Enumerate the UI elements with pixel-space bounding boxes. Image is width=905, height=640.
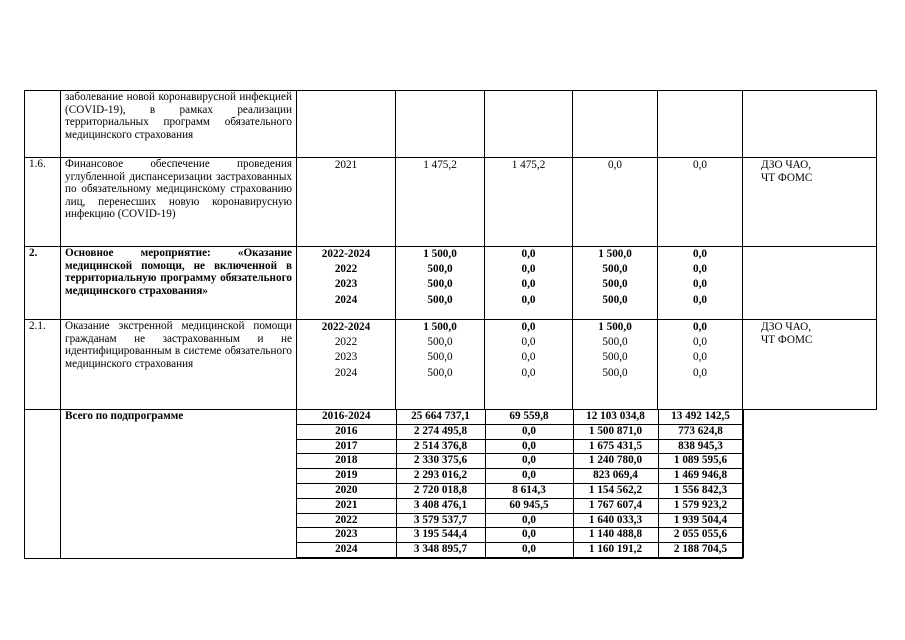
- federal-budget-cell: [485, 320, 573, 410]
- total-year-row: [297, 424, 743, 439]
- amount-ofoms: 1 469 946,8: [658, 469, 743, 484]
- ofoms-budget-cell: [658, 247, 743, 320]
- amount-federal: 0,0: [485, 469, 573, 484]
- amount-total: 500,0: [427, 263, 453, 276]
- year: 2023: [297, 528, 396, 543]
- executor-cell: [743, 320, 877, 410]
- year: 2022-2024: [321, 321, 371, 333]
- executor-cell: [743, 91, 877, 158]
- amount-okrug: 0,0: [608, 159, 622, 171]
- year: 2022: [297, 513, 396, 528]
- years-cell: [297, 158, 396, 247]
- year: 2021: [334, 159, 358, 171]
- year: 2021: [297, 498, 396, 513]
- total-year-row: [297, 469, 743, 484]
- amount-ofoms: 0,0: [693, 278, 707, 291]
- ofoms-budget-cell: [658, 91, 743, 158]
- total-values: [297, 410, 743, 559]
- amount-federal: 0,0: [521, 351, 536, 364]
- amount-ofoms: 2 055 055,6: [658, 528, 743, 543]
- amount-total: 2 514 376,8: [396, 439, 485, 454]
- amount-ofoms: 0,0: [693, 293, 707, 306]
- year: 2022: [334, 336, 358, 349]
- amount-federal: 0,0: [485, 439, 573, 454]
- amount-federal: 69 559,8: [485, 410, 573, 424]
- amount-total: 25 664 737,1: [396, 410, 485, 424]
- amount-federal: 0,0: [485, 528, 573, 543]
- total-year-row: [297, 528, 743, 543]
- row-number: [25, 91, 61, 158]
- row-number: 2.1.: [25, 320, 61, 410]
- table-row-total: [25, 410, 877, 559]
- total-cell: [396, 247, 485, 320]
- amount-ofoms: 0,0: [693, 248, 707, 260]
- executor-line: ЧТ ФОМС: [761, 333, 813, 346]
- table-row: [25, 158, 877, 247]
- amount-total: 500,0: [427, 293, 453, 306]
- amount-federal: 0,0: [521, 366, 536, 379]
- ofoms-budget-cell: [658, 158, 743, 247]
- total-cell: [396, 91, 485, 158]
- measure-description: Финансовое обеспечение проведения углубленной диспансеризации застрахованных по обязательному медицинскому страхованию лиц, перенесших новую коронавирусную инфекцию (COVID-19): [61, 158, 297, 247]
- amount-total: 2 274 495,8: [396, 424, 485, 439]
- year: 2024: [334, 366, 358, 379]
- federal-budget-cell: [485, 247, 573, 320]
- okrug-budget-cell: [573, 158, 658, 247]
- amount-ofoms: 1 579 923,2: [658, 498, 743, 513]
- table-row: [25, 91, 877, 158]
- amount-okrug: 1 675 431,5: [573, 439, 658, 454]
- amount-ofoms: 0,0: [693, 351, 707, 364]
- amount-ofoms: 1 939 504,4: [658, 513, 743, 528]
- amount-total: 500,0: [427, 278, 453, 291]
- amount-total: 3 348 895,7: [396, 543, 485, 558]
- amount-total: 1 475,2: [423, 159, 457, 171]
- amount-okrug: 1 240 780,0: [573, 454, 658, 469]
- amount-okrug: 500,0: [602, 293, 628, 306]
- measure-description: Основное мероприятие: «Оказание медицинской помощи, не включенной в территориальную программу обязательного медицинского страхования»: [61, 247, 297, 320]
- amount-federal: 1 475,2: [511, 159, 546, 171]
- amount-okrug: 12 103 034,8: [573, 410, 658, 424]
- okrug-budget-cell: [573, 91, 658, 158]
- measure-description: заболевание новой коронавирусной инфекцией (COVID-19), в рамках реализации территориальных программ обязательного медицинского страхования: [61, 91, 297, 158]
- total-cell: [396, 320, 485, 410]
- year: 2016: [297, 424, 396, 439]
- year: 2017: [297, 439, 396, 454]
- amount-ofoms: 2 188 704,5: [658, 543, 743, 558]
- executor-line: ДЗО ЧАО,: [761, 321, 812, 333]
- year: 2022-2024: [321, 248, 371, 260]
- amount-federal: 0,0: [485, 454, 573, 469]
- amount-ofoms: 0,0: [693, 159, 707, 171]
- table-row: [25, 247, 877, 320]
- total-year-row: [297, 454, 743, 469]
- year: 2022: [334, 263, 358, 276]
- amount-total: 3 408 476,1: [396, 498, 485, 513]
- amount-ofoms: 0,0: [693, 366, 707, 379]
- okrug-budget-cell: [573, 247, 658, 320]
- amount-federal: 60 945,5: [485, 498, 573, 513]
- program-table: [24, 90, 877, 559]
- table-row: [25, 320, 877, 410]
- amount-total: 3 579 537,7: [396, 513, 485, 528]
- amount-okrug: 500,0: [602, 336, 628, 349]
- amount-okrug: 1 767 607,4: [573, 498, 658, 513]
- total-cell: [396, 158, 485, 247]
- executor-cell: [743, 247, 877, 320]
- year: 2023: [334, 278, 358, 291]
- amount-federal: 0,0: [485, 543, 573, 558]
- amount-federal: 8 614,3: [485, 483, 573, 498]
- executor-line: ЧТ ФОМС: [761, 171, 813, 184]
- amount-ofoms: 13 492 142,5: [658, 410, 743, 424]
- total-year-row: [297, 513, 743, 528]
- year: 2020: [297, 483, 396, 498]
- amount-total: 3 195 544,4: [396, 528, 485, 543]
- amount-total: 2 330 375,6: [396, 454, 485, 469]
- amount-total: 2 293 016,2: [396, 469, 485, 484]
- amount-ofoms: 1 089 595,6: [658, 454, 743, 469]
- amount-total: 1 500,0: [423, 321, 457, 333]
- amount-ofoms: 773 624,8: [658, 424, 743, 439]
- amount-ofoms: 838 945,3: [658, 439, 743, 454]
- total-year-row: [297, 439, 743, 454]
- amount-okrug: 1 154 562,2: [573, 483, 658, 498]
- amount-okrug: 1 500 871,0: [573, 424, 658, 439]
- years-cell: [297, 247, 396, 320]
- row-number: [25, 247, 61, 320]
- amount-total: 1 500,0: [423, 248, 457, 260]
- amount-total: 500,0: [427, 351, 453, 364]
- year: 2024: [334, 293, 358, 306]
- amount-ofoms: 0,0: [693, 336, 707, 349]
- amount-federal: 0,0: [521, 263, 536, 276]
- executor-cell: [743, 158, 877, 247]
- amount-federal: 0,0: [521, 248, 536, 260]
- total-subtable: [297, 410, 744, 558]
- measure-description: Оказание экстренной медицинской помощи гражданам не застрахованным и не идентифицированным в системе обязательного медицинского страхования: [61, 320, 297, 410]
- okrug-budget-cell: [573, 320, 658, 410]
- amount-federal: 0,0: [521, 336, 536, 349]
- amount-okrug: 1 160 191,2: [573, 543, 658, 558]
- year: 2023: [334, 351, 358, 364]
- amount-ofoms: 0,0: [693, 321, 707, 333]
- ofoms-budget-cell: [658, 320, 743, 410]
- amount-okrug: 500,0: [602, 351, 628, 364]
- amount-okrug: 823 069,4: [573, 469, 658, 484]
- amount-federal: 0,0: [521, 293, 536, 306]
- row-number: [25, 410, 61, 559]
- amount-okrug: 1 500,0: [598, 321, 632, 333]
- amount-ofoms: 0,0: [693, 263, 707, 276]
- year: 2016-2024: [297, 410, 396, 424]
- year: 2024: [297, 543, 396, 558]
- year: 2018: [297, 454, 396, 469]
- amount-total: 500,0: [427, 336, 453, 349]
- amount-okrug: 1 500,0: [598, 248, 632, 260]
- total-year-row: [297, 410, 743, 424]
- row-number-text: 2.: [29, 247, 38, 259]
- years-cell: [297, 91, 396, 158]
- total-year-row: [297, 483, 743, 498]
- amount-okrug: 500,0: [602, 263, 628, 276]
- amount-federal: 0,0: [485, 513, 573, 528]
- executor-line: ДЗО ЧАО,: [761, 159, 812, 171]
- total-year-row: [297, 543, 743, 558]
- amount-ofoms: 1 556 842,3: [658, 483, 743, 498]
- amount-okrug: 500,0: [602, 366, 628, 379]
- years-cell: [297, 320, 396, 410]
- amount-federal: 0,0: [521, 321, 536, 333]
- total-year-row: [297, 498, 743, 513]
- amount-okrug: 1 640 033,3: [573, 513, 658, 528]
- amount-okrug: 500,0: [602, 278, 628, 291]
- federal-budget-cell: [485, 158, 573, 247]
- subprogram-total-label: Всего по подпрограмме: [61, 410, 297, 559]
- amount-federal: 0,0: [521, 278, 536, 291]
- federal-budget-cell: [485, 91, 573, 158]
- amount-total: 2 720 018,8: [396, 483, 485, 498]
- executor-cell-empty: [743, 410, 877, 559]
- year: 2019: [297, 469, 396, 484]
- amount-total: 500,0: [427, 366, 453, 379]
- amount-okrug: 1 140 488,8: [573, 528, 658, 543]
- row-number: 1.6.: [25, 158, 61, 247]
- amount-federal: 0,0: [485, 424, 573, 439]
